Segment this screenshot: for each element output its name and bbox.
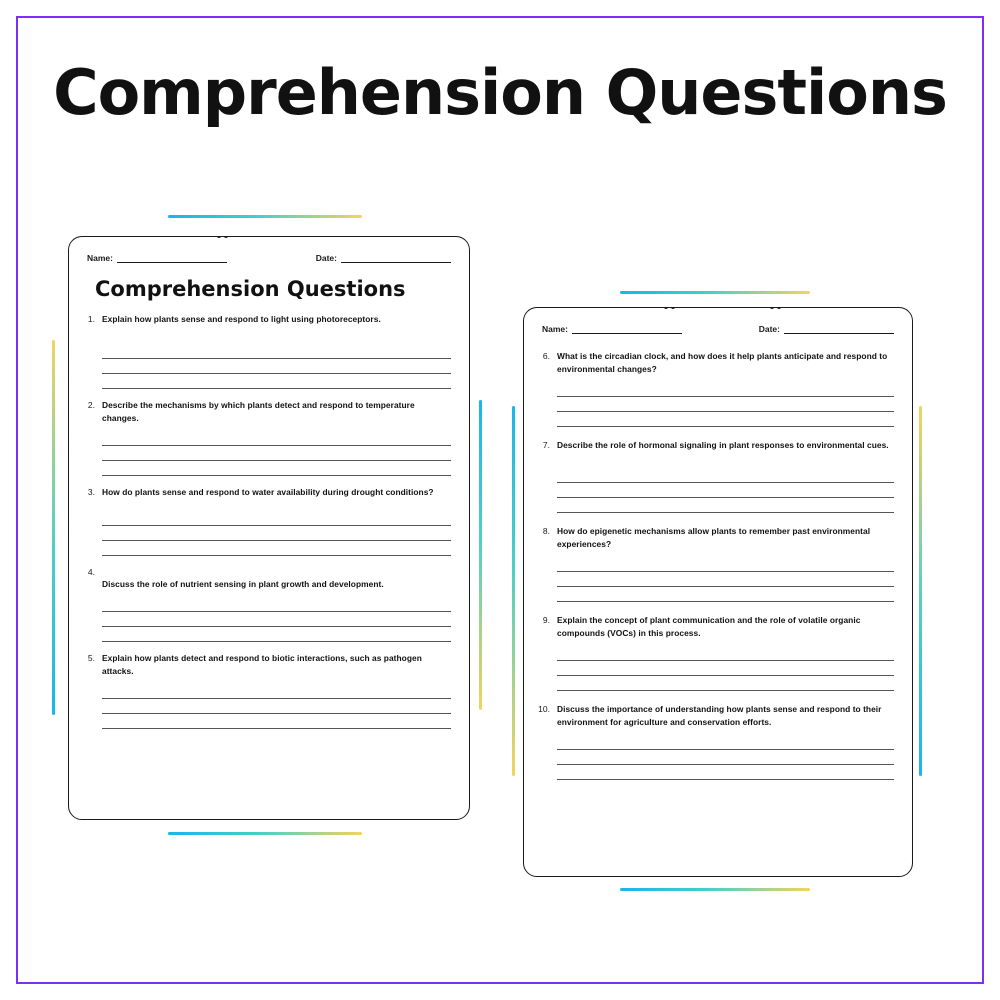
date-label: Date:	[758, 324, 780, 334]
answer-line[interactable]	[102, 526, 451, 541]
answer-lines[interactable]	[557, 382, 894, 427]
answer-lines[interactable]	[557, 557, 894, 602]
decorative-rule-bottom-left	[168, 832, 362, 835]
decorative-rule-bottom-right	[620, 888, 810, 891]
worksheet-sheet-1	[68, 236, 470, 820]
answer-line[interactable]	[557, 735, 894, 750]
question-text: Discuss the role of nutrient sensing in plant growth and development.	[102, 579, 384, 590]
answer-line[interactable]	[557, 661, 894, 676]
question-text: Discuss the importance of understanding how plants sense and respond to their environment for agriculture and conservation efforts.	[557, 704, 882, 728]
answer-line[interactable]	[557, 676, 894, 691]
answer-line[interactable]	[557, 397, 894, 412]
answer-line[interactable]	[557, 498, 894, 513]
question-item	[69, 399, 469, 476]
name-field-group	[542, 324, 682, 334]
question-item	[524, 525, 912, 602]
answer-line[interactable]	[557, 646, 894, 661]
sheet-2-question-list	[524, 350, 912, 780]
worksheet-sheet-2	[523, 307, 913, 877]
answer-line[interactable]	[557, 412, 894, 427]
date-field-group	[316, 253, 451, 263]
question-number: 10.	[538, 704, 550, 715]
answer-line[interactable]	[102, 359, 451, 374]
answer-line[interactable]	[557, 483, 894, 498]
answer-line[interactable]	[102, 344, 451, 359]
decorative-rule-right-of-sheet-1	[479, 400, 482, 710]
answer-line[interactable]	[102, 374, 451, 389]
question-number: 6.	[542, 351, 550, 361]
binder-dots	[664, 307, 675, 309]
answer-line[interactable]	[102, 446, 451, 461]
answer-line[interactable]	[557, 750, 894, 765]
sheet-2-meta-row	[524, 324, 912, 334]
question-text: Explain the concept of plant communication and the role of volatile organic compounds (VOCs) in this process.	[557, 615, 861, 639]
decorative-rule-top-left	[168, 215, 362, 218]
answer-lines[interactable]	[557, 735, 894, 780]
question-text: What is the circadian clock, and how does it help plants anticipate and respond to environmental changes?	[557, 351, 888, 375]
answer-line[interactable]	[557, 382, 894, 397]
date-field-group	[759, 324, 894, 334]
answer-line[interactable]	[102, 541, 451, 556]
decorative-rule-left-of-sheet-2	[512, 406, 515, 776]
sheet-1-title: Comprehension Questions	[95, 277, 406, 301]
question-item	[69, 486, 469, 556]
answer-lines[interactable]	[102, 344, 451, 389]
question-text: Describe the mechanisms by which plants detect and respond to temperature changes.	[102, 400, 415, 424]
question-number: 4.	[87, 567, 95, 578]
question-text: Explain how plants sense and respond to light using photoreceptors.	[102, 314, 381, 324]
answer-line[interactable]	[102, 461, 451, 476]
answer-line[interactable]	[102, 431, 451, 446]
page-title: Comprehension Questions	[53, 56, 947, 129]
answer-line[interactable]	[102, 612, 451, 627]
question-number: 9.	[542, 615, 550, 626]
answer-line[interactable]	[102, 511, 451, 526]
decorative-rule-left-side	[52, 340, 55, 715]
date-input-line[interactable]	[784, 324, 894, 334]
question-text: How do plants sense and respond to water availability during drought conditions?	[102, 487, 434, 498]
answer-line[interactable]	[102, 699, 451, 714]
answer-lines[interactable]	[102, 684, 451, 729]
question-item	[524, 614, 912, 691]
question-number: 1.	[87, 314, 95, 324]
date-label: Date:	[315, 253, 337, 263]
answer-line[interactable]	[557, 572, 894, 587]
question-item	[69, 313, 469, 389]
answer-line[interactable]	[102, 714, 451, 729]
sheet-1-question-list	[69, 313, 469, 729]
sheet-1-meta-row	[69, 253, 469, 263]
question-item	[524, 350, 912, 427]
name-field-group	[87, 253, 227, 263]
question-text: How do epigenetic mechanisms allow plants to remember past environmental experiences?	[557, 526, 871, 550]
binder-dots	[217, 236, 228, 238]
answer-line[interactable]	[102, 627, 451, 642]
answer-line[interactable]	[557, 557, 894, 572]
name-label: Name:	[542, 324, 568, 334]
question-number: 2.	[87, 400, 95, 411]
question-number: 7.	[542, 440, 550, 451]
binder-dots-secondary	[770, 307, 781, 309]
question-text: Explain how plants detect and respond to biotic interactions, such as pathogen attacks.	[102, 653, 422, 677]
question-item	[69, 652, 469, 729]
name-input-line[interactable]	[572, 324, 682, 334]
answer-line[interactable]	[557, 587, 894, 602]
answer-line[interactable]	[557, 765, 894, 780]
question-number: 5.	[87, 653, 95, 664]
question-item	[69, 566, 469, 642]
answer-line[interactable]	[557, 468, 894, 483]
question-number: 3.	[87, 487, 95, 498]
answer-lines[interactable]	[102, 431, 451, 476]
decorative-rule-top-right	[620, 291, 810, 294]
date-input-line[interactable]	[341, 253, 451, 263]
answer-lines[interactable]	[102, 597, 451, 642]
question-number: 8.	[542, 526, 550, 537]
question-item	[524, 439, 912, 513]
name-label: Name:	[87, 253, 113, 263]
question-text: Describe the role of hormonal signaling in plant responses to environmental cues.	[557, 440, 889, 451]
name-input-line[interactable]	[117, 253, 227, 263]
decorative-rule-right-side	[919, 406, 922, 776]
answer-lines[interactable]	[557, 468, 894, 513]
answer-line[interactable]	[102, 597, 451, 612]
answer-lines[interactable]	[557, 646, 894, 691]
answer-lines[interactable]	[102, 511, 451, 556]
answer-line[interactable]	[102, 684, 451, 699]
question-item	[524, 703, 912, 780]
